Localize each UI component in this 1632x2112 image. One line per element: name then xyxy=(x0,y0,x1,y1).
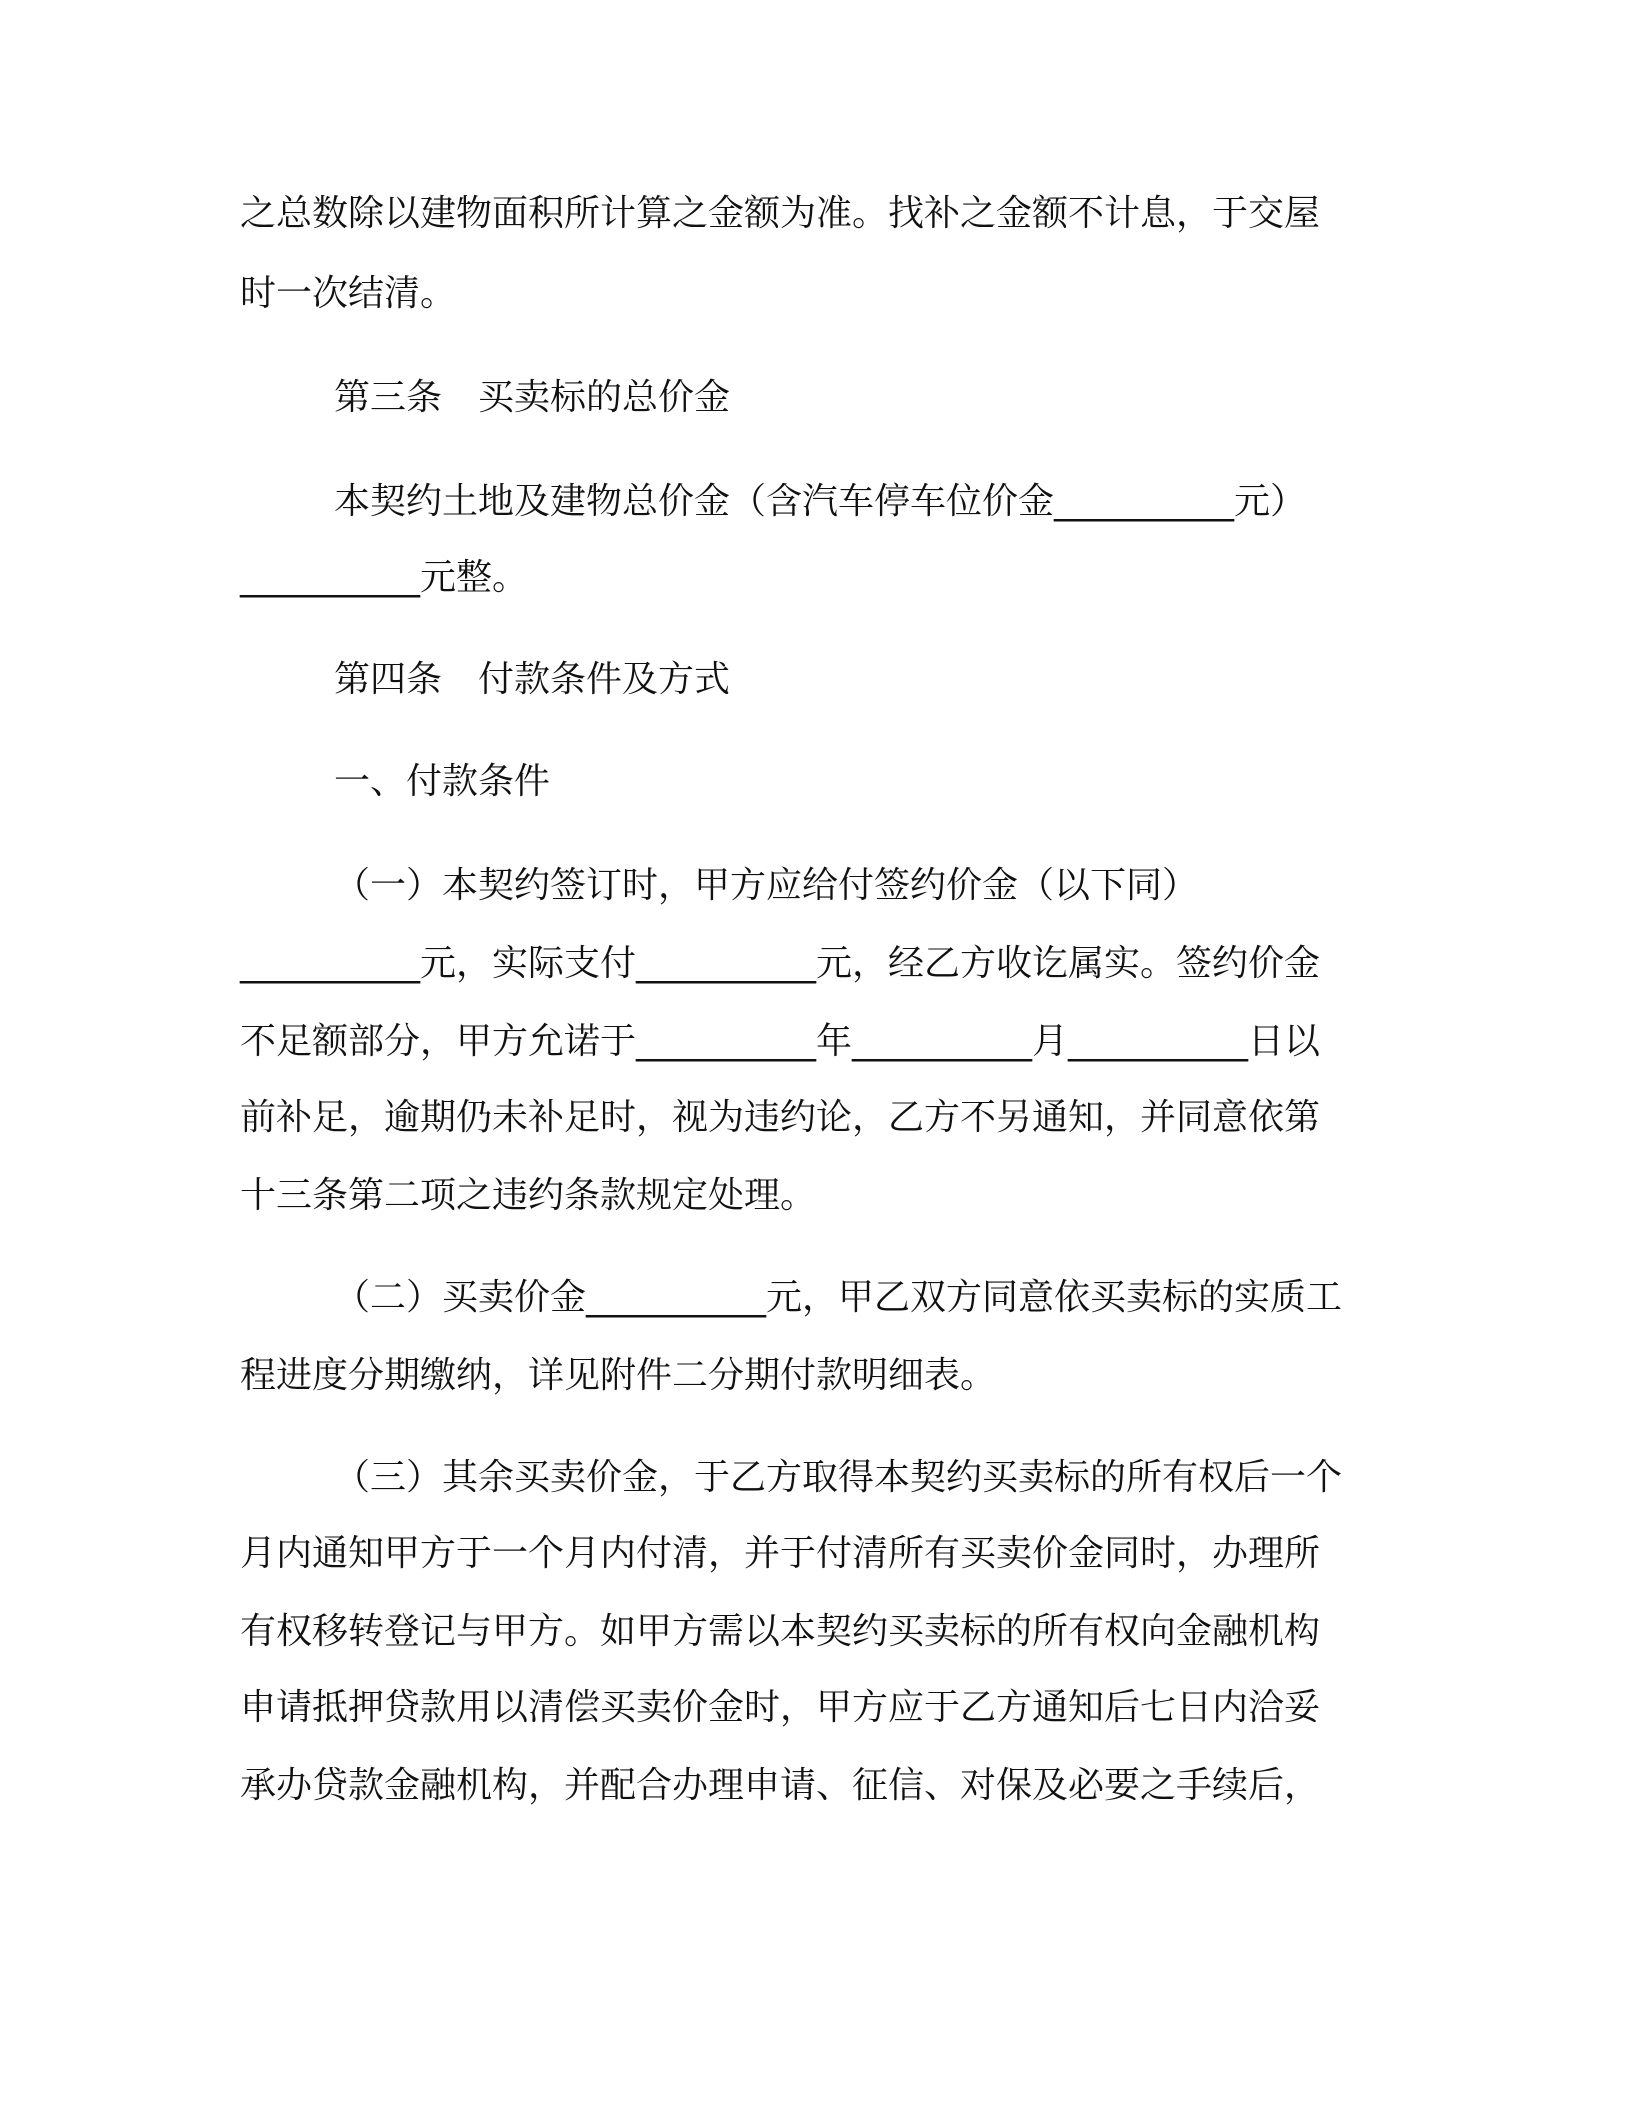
text-line: 本契约土地及建物总价金（含汽车停车位价金__________元） xyxy=(334,481,1307,522)
text-line: 不足额部分，甲方允诺于__________年__________月__________日以 xyxy=(240,1021,1321,1062)
text-line: （一）本契约签订时，甲方应给付签约价金（以下同） xyxy=(334,865,1199,906)
text-line: __________元，实际支付__________元，经乙方收讫属实。签约价金 xyxy=(240,943,1321,984)
section-heading: 第四条 付款条件及方式 xyxy=(334,659,731,700)
text-line: （三）其余买卖价金，于乙方取得本契约买卖标的所有权后一个 xyxy=(334,1457,1343,1498)
text-line: 前补足，逾期仍未补足时，视为违约论，乙方不另通知，并同意依第 xyxy=(240,1097,1321,1138)
text-line: 之总数除以建物面积所计算之金额为准。找补之金额不计息，于交屋 xyxy=(240,193,1321,234)
text-line: 十三条第二项之违约条款规定处理。 xyxy=(240,1175,817,1216)
section-heading: 第三条 买卖标的总价金 xyxy=(334,377,731,418)
text-line: 程进度分期缴纳，详见附件二分期付款明细表。 xyxy=(240,1355,997,1396)
text-line: （二）买卖价金__________元，甲乙双方同意依买卖标的实质工 xyxy=(334,1277,1343,1318)
text-line: 承办贷款金融机构，并配合办理申请、征信、对保及必要之手续后， xyxy=(240,1765,1321,1806)
text-line: 月内通知甲方于一个月内付清，并于付清所有买卖价金同时，办理所 xyxy=(240,1533,1321,1574)
text-line: __________元整。 xyxy=(240,557,529,598)
text-line: 有权移转登记与甲方。如甲方需以本契约买卖标的所有权向金融机构 xyxy=(240,1611,1321,1652)
text-line: 时一次结清。 xyxy=(240,273,457,314)
text-line: 申请抵押贷款用以清偿买卖价金时，甲方应于乙方通知后七日内洽妥 xyxy=(240,1687,1321,1728)
subsection-heading: 一、付款条件 xyxy=(334,761,551,802)
